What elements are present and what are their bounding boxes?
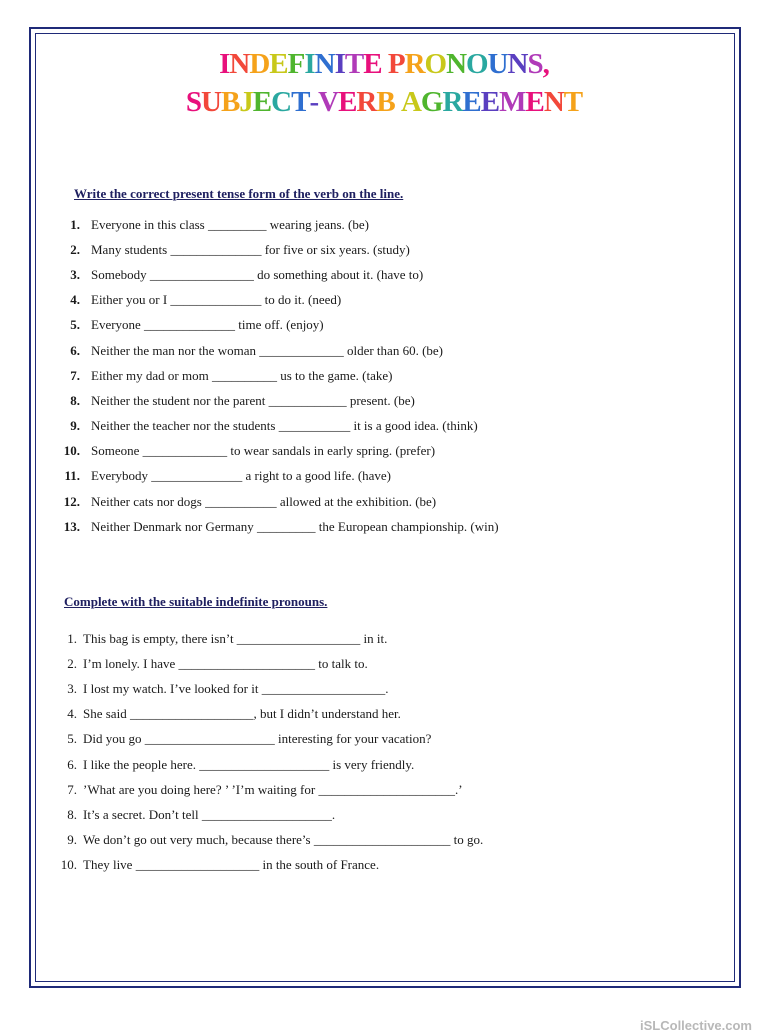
item-number: 3. [70,266,80,282]
item-text: I’m lonely. I have _____________________ to talk to. [83,655,368,671]
title-letter: R [404,48,425,80]
title-letter: T [344,48,364,80]
item-number: 3. [67,680,77,696]
list-item [56,212,499,237]
item-text: Many students ______________ for five or six years. (study) [91,241,410,257]
title-letter: N [314,48,335,80]
title-letter: V [318,86,339,118]
watermark: iSLCollective.com [640,1018,752,1033]
list-item [50,752,483,777]
list-item [56,388,499,413]
title-letter: N [446,48,467,80]
item-text: This bag is empty, there isn’t ___________________ in it. [83,630,388,646]
exercise1-instruction: Write the correct present tense form of the verb on the line. [74,186,404,201]
title-letter: E [462,86,481,118]
title-letter: T [563,86,583,118]
item-text: Either my dad or mom __________ us to the game. (take) [91,367,393,383]
title-letter: B [220,86,240,118]
title-letter: I [219,48,230,80]
item-text: Somebody ________________ do something about it. (have to) [91,266,424,282]
item-text: ’What are you doing here? ’ ’I’m waiting for _____________________.’ [83,781,463,797]
item-text: We don’t go out very much, because there’s _____________________ to go. [83,832,484,848]
exercise2-instruction: Complete with the suitable indefinite pronouns. [64,594,328,609]
title-letter: E [525,86,544,118]
title-letter: E [338,86,357,118]
title-letter: S [185,86,201,118]
list-item [50,702,483,727]
list-item [50,676,483,701]
title-letter: R [356,86,377,118]
item-text: They live ___________________ in the south of France. [83,857,380,873]
title-letter: O [424,48,447,80]
list-item [56,439,499,464]
item-text: Everyone ______________ time off. (enjoy) [91,317,324,333]
item-text: It’s a secret. Don’t tell ____________________. [83,806,336,822]
item-number: 11. [64,468,80,484]
item-number: 4. [70,292,80,308]
title-letter: M [499,86,526,118]
list-item [50,853,483,878]
title-letter: N [229,48,250,80]
title-letter: A [400,86,421,118]
title-letter: R [442,86,463,118]
title-letter: E [480,86,500,118]
title-letter: S [527,48,543,80]
exercise2-list [50,626,483,878]
list-item [50,626,483,651]
item-number: 8. [67,806,77,822]
item-text: Neither the student nor the parent ____________ present. (be) [91,392,415,408]
title-letter: T [291,86,310,118]
list-item [56,363,499,388]
worksheet-title-line2 [0,86,768,119]
item-text: Everyone in this class _________ wearing jeans. (be) [91,216,369,232]
item-text: Either you or I ______________ to do it. (need) [91,292,342,308]
title-letter: N [543,86,564,118]
title-letter: G [420,86,443,118]
item-number: 9. [70,418,80,434]
item-number: 5. [67,731,77,747]
list-item [50,802,483,827]
title-letter: E [269,48,288,80]
item-text: I lost my watch. I’ve looked for it ___________________. [83,680,389,696]
list-item [56,464,499,489]
item-number: 8. [70,392,80,408]
item-number: 6. [67,756,77,772]
title-letter: J [239,86,253,118]
item-number: 12. [63,493,80,509]
item-number: 2. [67,655,77,671]
list-item [56,237,499,262]
item-number: 5. [70,317,80,333]
item-text: Neither the teacher nor the students ___________ it is a good idea. (think) [91,418,478,434]
list-item [50,727,483,752]
item-number: 7. [67,781,77,797]
item-number: 10. [60,857,77,873]
item-text: Everybody ______________ a right to a good life. (have) [91,468,392,484]
item-number: 2. [70,241,80,257]
list-item [56,262,499,287]
exercise1-list [56,212,499,539]
item-number: 13. [63,518,80,534]
title-letter: U [487,48,508,80]
item-text: Neither cats nor dogs ___________ allowed at the exhibition. (be) [91,493,437,509]
item-text: Neither Denmark nor Germany _________ the European championship. (win) [91,518,499,534]
item-number: 10. [63,443,80,459]
item-number: 4. [67,706,77,722]
item-number: 1. [70,216,80,232]
title-letter: , [542,48,549,80]
title-letter: P [387,48,405,80]
item-number: 1. [67,630,77,646]
item-number: 7. [70,367,80,383]
title-letter: D [249,48,270,80]
list-item [56,288,499,313]
item-number: 6. [70,342,80,358]
title-letter: I [304,48,315,80]
title-letter: U [201,86,221,118]
title-letter: - [309,86,319,118]
list-item [56,489,499,514]
item-text: Neither the man nor the woman _____________ older than 60. (be) [91,342,443,358]
list-item [50,828,483,853]
title-letter: B [376,86,395,118]
item-number: 9. [67,832,77,848]
list-item [56,514,499,539]
title-letter: N [507,48,528,80]
item-text: Did you go ____________________ interesting for your vacation? [83,731,432,747]
item-text: I like the people here. ____________________ is very friendly. [83,756,415,772]
list-item [56,313,499,338]
list-item [50,777,483,802]
title-letter: I [334,48,345,80]
list-item [56,414,499,439]
title-letter: C [271,86,292,118]
item-text: She said ___________________, but I didn’t understand her. [83,706,401,722]
worksheet-title-line1 [0,48,768,81]
title-letter: E [363,48,382,80]
item-text: Someone _____________ to wear sandals in early spring. (prefer) [91,443,436,459]
title-letter: O [466,48,488,80]
title-letter: E [252,86,272,118]
title-letter: F [287,48,305,80]
list-item [50,651,483,676]
list-item [56,338,499,363]
